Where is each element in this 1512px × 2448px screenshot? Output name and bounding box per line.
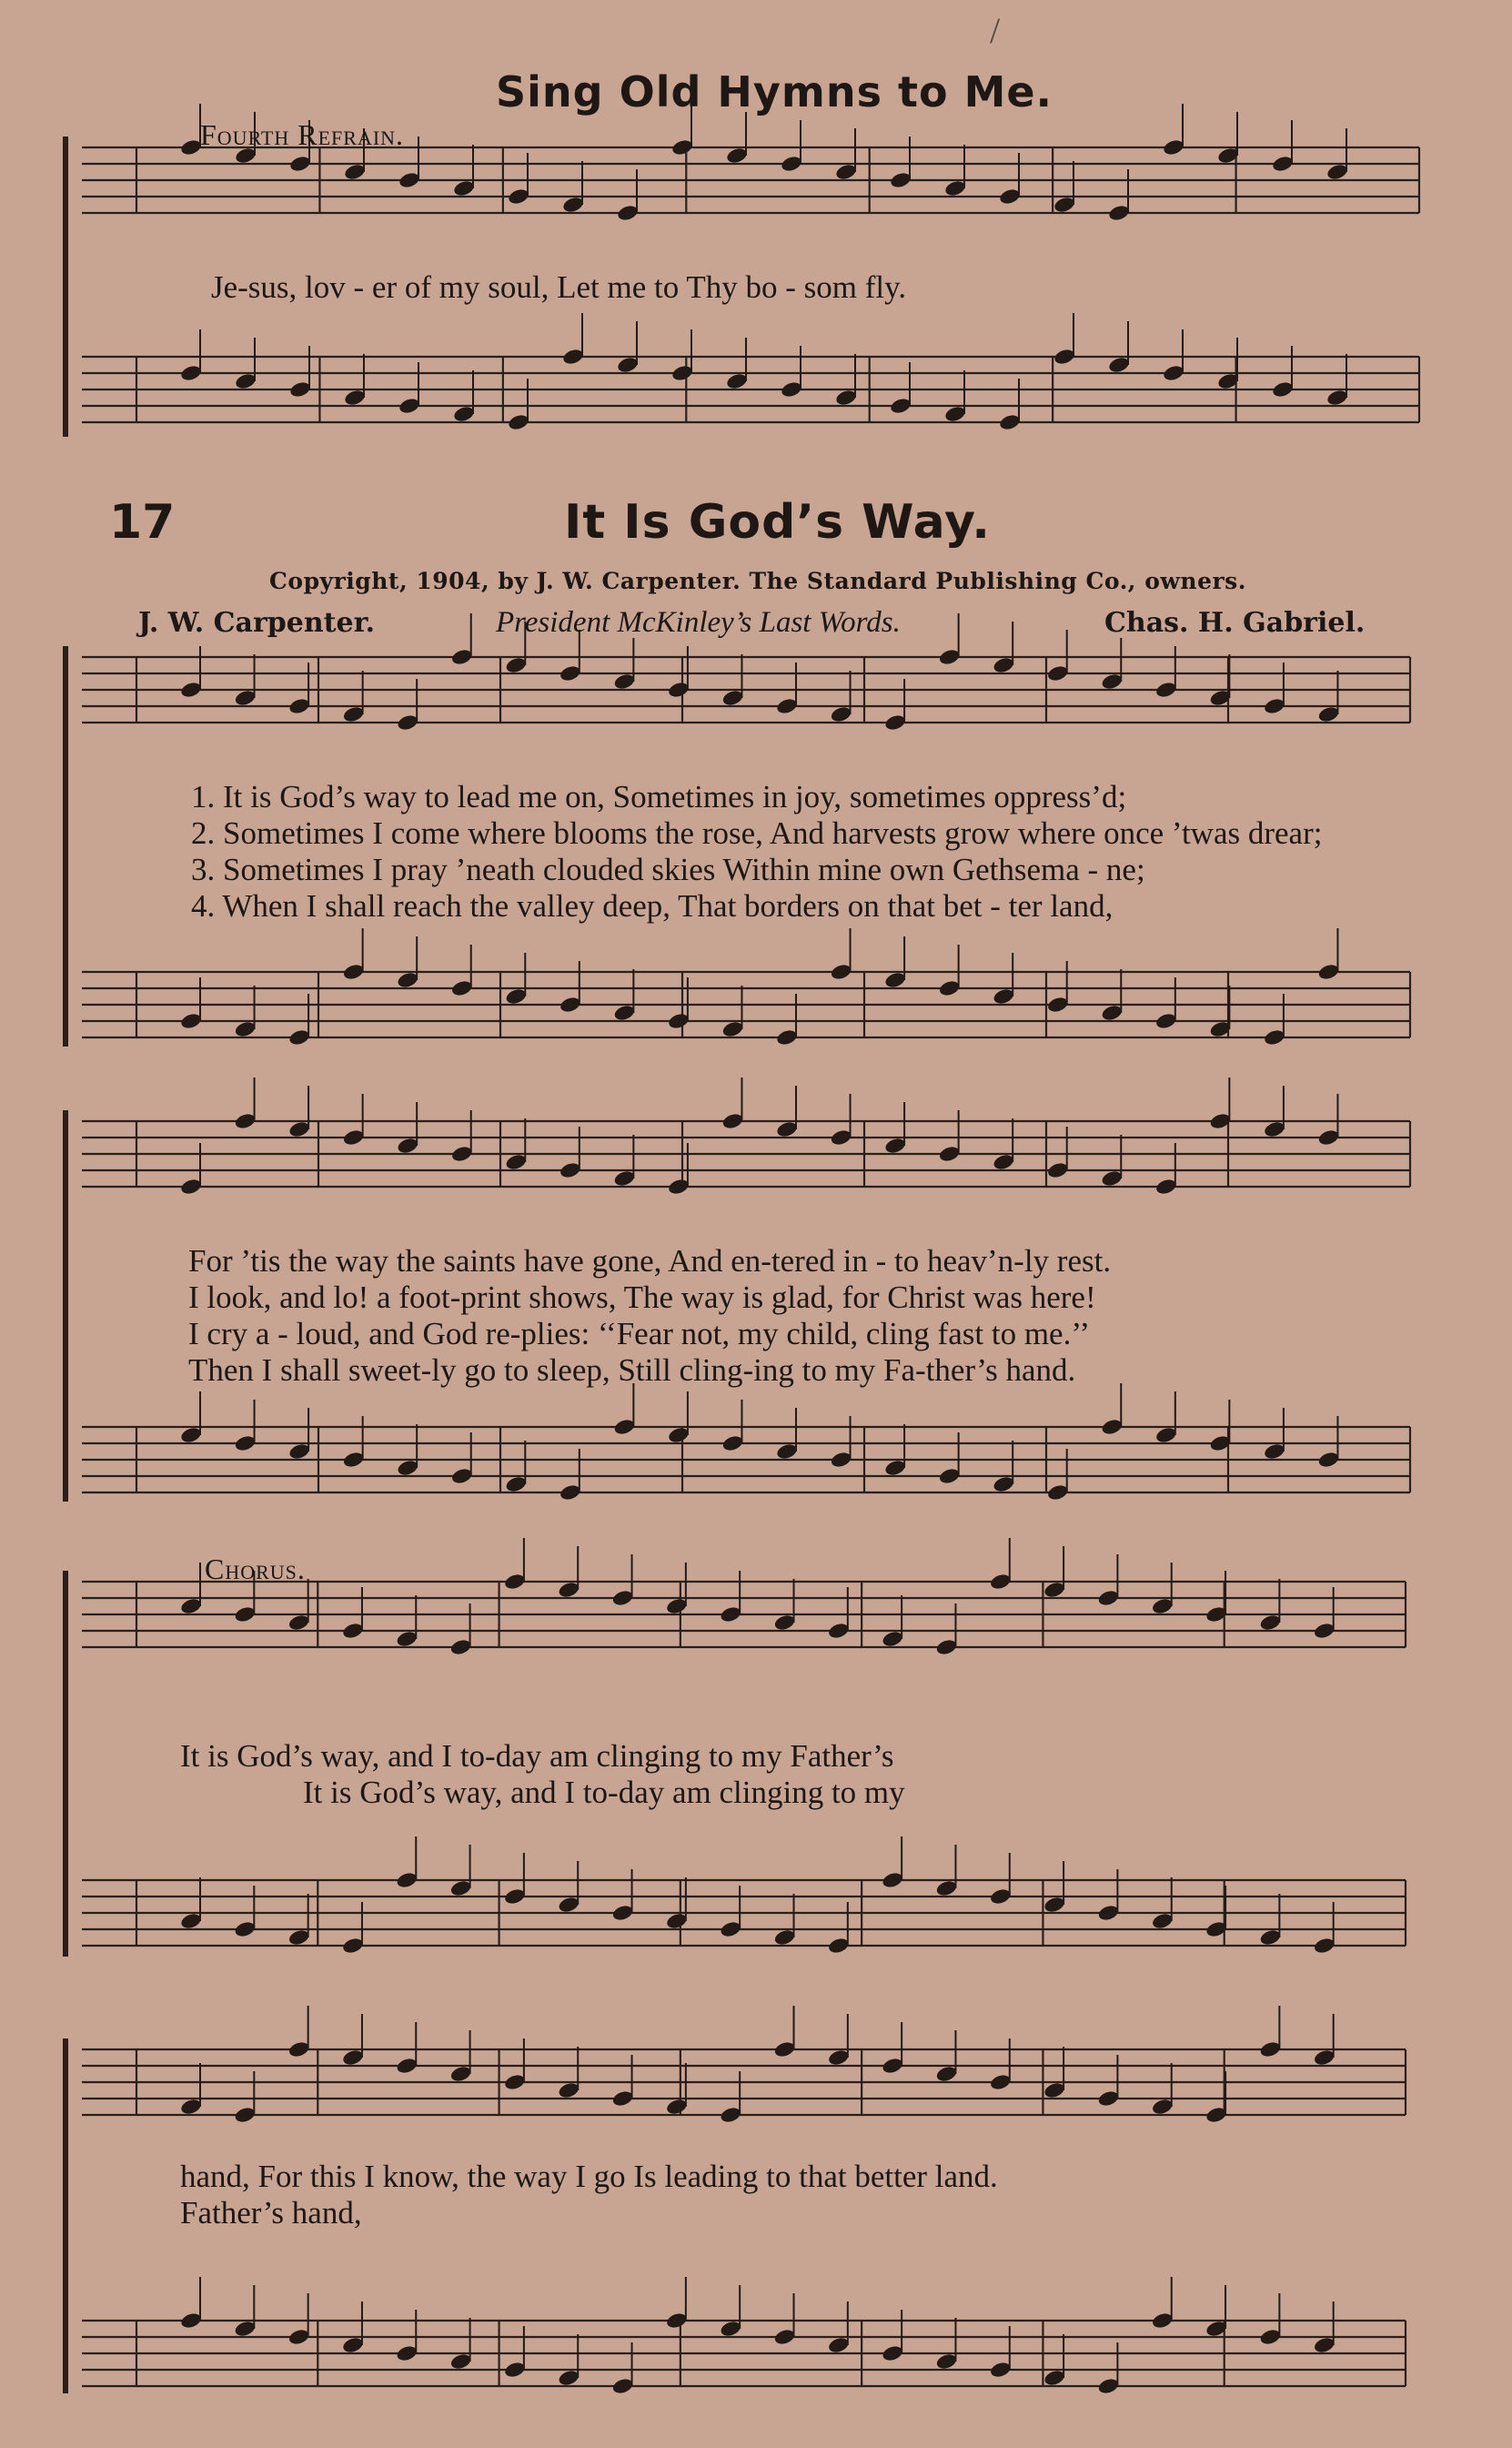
notehead xyxy=(719,2106,741,2125)
notehead xyxy=(396,1871,418,1890)
notehead xyxy=(1097,2089,1120,2109)
notehead xyxy=(287,1028,310,1047)
verse-3-line-1: 3. Sometimes I pray ’neath clouded skies Within mine own Gethsema - ne; xyxy=(191,852,1145,887)
notehead xyxy=(287,1442,310,1462)
notehead xyxy=(613,1169,636,1189)
notehead xyxy=(616,204,639,223)
notehead xyxy=(1263,1120,1285,1139)
chorus-line-1: It is God’s way, and I to-day am clinging to my Father’s xyxy=(180,1738,894,1774)
notehead xyxy=(827,1622,850,1641)
notehead xyxy=(1317,705,1340,724)
notehead xyxy=(287,2040,310,2059)
notehead xyxy=(341,2336,364,2355)
notehead xyxy=(830,1128,852,1148)
notehead xyxy=(1317,1451,1340,1470)
notehead xyxy=(935,2352,958,2372)
notehead xyxy=(287,1120,310,1139)
notehead xyxy=(179,1912,202,1931)
verse-3-line-2: I cry a - loud, and God re-plies: ‘‘Fear not, my child, cling fast to me.’’ xyxy=(188,1316,1091,1351)
notehead xyxy=(1107,356,1130,375)
notehead xyxy=(719,2320,741,2339)
notehead xyxy=(1046,664,1069,683)
notehead xyxy=(998,413,1021,432)
notehead xyxy=(398,397,420,416)
notehead xyxy=(1313,1622,1336,1641)
notehead xyxy=(1107,204,1130,223)
notehead xyxy=(667,1178,690,1197)
notehead xyxy=(452,179,475,198)
notehead xyxy=(1154,1178,1177,1197)
verse-1-line-2: For ’tis the way the saints have gone, And en-tered in - to heav’n-ly rest. xyxy=(188,1243,1112,1279)
notehead xyxy=(830,1451,852,1470)
notehead xyxy=(938,1145,961,1164)
notehead xyxy=(1053,348,1075,367)
verse-2-line-1: 2. Sometimes I come where blooms the rose, And harvests grow where once ’twas drear; xyxy=(191,815,1323,851)
notehead xyxy=(1043,2081,1065,2100)
verse-4-line-1: 4. When I shall reach the valley deep, That borders on that bet - ter land, xyxy=(191,888,1114,924)
notehead xyxy=(1313,2048,1336,2068)
notehead xyxy=(935,1638,958,1657)
notehead xyxy=(179,1178,202,1197)
notehead xyxy=(670,364,693,383)
notehead xyxy=(881,1630,903,1649)
notehead xyxy=(1046,996,1069,1015)
notehead xyxy=(1154,1012,1177,1031)
notehead xyxy=(881,2344,903,2363)
notehead xyxy=(234,689,257,708)
hymn-number: 17 xyxy=(109,495,176,550)
notehead xyxy=(616,356,639,375)
notehead xyxy=(775,1120,798,1139)
notehead xyxy=(665,2311,688,2331)
notehead xyxy=(507,413,529,432)
notehead xyxy=(561,348,584,367)
notehead xyxy=(1313,1937,1336,1956)
notehead xyxy=(1326,389,1348,408)
notehead xyxy=(992,656,1014,675)
notehead xyxy=(234,1434,257,1453)
notehead xyxy=(775,1028,798,1047)
notehead xyxy=(234,2320,257,2339)
notehead xyxy=(288,155,311,174)
notehead xyxy=(396,971,418,990)
hymn-title-sing-old-hymns: Sing Old Hymns to Me. xyxy=(496,67,1053,116)
notehead xyxy=(1101,1418,1124,1437)
notehead xyxy=(179,364,202,383)
final-line-1: hand, For this I know, the way I go Is leading to that better land. xyxy=(180,2159,998,2194)
notehead xyxy=(883,1459,906,1478)
notehead xyxy=(1259,1928,1282,1947)
notehead xyxy=(992,1153,1014,1172)
notehead xyxy=(287,697,310,716)
notehead xyxy=(179,2098,202,2117)
author-credit: J. W. Carpenter. xyxy=(138,607,376,639)
notehead xyxy=(1313,2336,1336,2355)
notehead xyxy=(1097,1904,1120,1923)
notehead xyxy=(557,1581,580,1600)
notehead xyxy=(1154,681,1177,700)
notehead xyxy=(943,179,966,198)
notehead xyxy=(234,1605,257,1624)
verse-1-line-1: 1. It is God’s way to lead me on, Sometimes in joy, sometimes oppress’d; xyxy=(191,779,1127,814)
notehead xyxy=(665,2098,688,2117)
notehead xyxy=(883,971,906,990)
notehead xyxy=(503,1573,526,1592)
notehead xyxy=(889,397,912,416)
notehead xyxy=(775,697,798,716)
notehead xyxy=(665,1912,688,1931)
notehead xyxy=(396,1137,418,1156)
notehead xyxy=(1101,1169,1124,1189)
notehead xyxy=(179,2311,202,2331)
chorus-label: Chorus. xyxy=(205,1553,306,1585)
notehead xyxy=(1151,1912,1174,1931)
verse-2-line-2: I look, and lo! a foot-print shows, The way is glad, for Christ was here! xyxy=(188,1280,1096,1315)
notehead xyxy=(613,1418,636,1437)
notehead xyxy=(1162,364,1184,383)
notehead xyxy=(827,2048,850,2068)
notehead xyxy=(396,713,418,733)
notehead xyxy=(611,1904,634,1923)
notehead xyxy=(1263,1442,1285,1462)
notehead xyxy=(1271,380,1294,400)
notehead xyxy=(505,1153,528,1172)
notehead xyxy=(1046,1483,1069,1502)
notehead xyxy=(883,713,906,733)
notehead xyxy=(179,1012,202,1031)
notehead xyxy=(834,163,857,182)
notehead xyxy=(179,138,202,157)
notehead xyxy=(721,1020,744,1039)
notehead xyxy=(992,1475,1014,1494)
notehead xyxy=(557,1896,580,1915)
notehead xyxy=(396,2057,418,2076)
notehead xyxy=(1317,1128,1340,1148)
notehead xyxy=(234,2106,257,2125)
notehead xyxy=(343,389,366,408)
notehead xyxy=(1326,163,1348,182)
notehead xyxy=(938,979,961,998)
notehead xyxy=(1043,1896,1065,1915)
notehead xyxy=(611,2377,634,2396)
notehead xyxy=(992,987,1014,1007)
notehead xyxy=(719,1920,741,1939)
notehead xyxy=(1043,1581,1065,1600)
notehead xyxy=(1259,2040,1282,2059)
notehead xyxy=(179,681,202,700)
notehead xyxy=(773,1928,796,1947)
notehead xyxy=(667,1012,690,1031)
composer-credit: Chas. H. Gabriel. xyxy=(1104,607,1366,639)
notehead xyxy=(1151,1597,1174,1616)
notehead xyxy=(450,979,473,998)
notehead xyxy=(179,1597,202,1616)
notehead xyxy=(449,2352,472,2372)
notehead xyxy=(398,171,420,190)
notehead xyxy=(830,705,852,724)
notehead xyxy=(938,1467,961,1486)
notehead xyxy=(1263,1028,1285,1047)
notehead xyxy=(503,2073,526,2092)
notehead xyxy=(287,2328,310,2347)
notehead xyxy=(1259,1613,1282,1633)
notehead xyxy=(1046,1161,1069,1180)
notehead xyxy=(943,405,966,424)
final-line-2: Father’s hand, xyxy=(180,2195,362,2231)
notehead xyxy=(1097,2377,1120,2396)
notehead xyxy=(989,1573,1012,1592)
notehead xyxy=(179,1426,202,1445)
notehead xyxy=(1259,2328,1282,2347)
notehead xyxy=(450,1467,473,1486)
notehead xyxy=(396,2344,418,2363)
notehead xyxy=(561,196,584,215)
notehead xyxy=(342,963,365,982)
notehead xyxy=(719,1605,741,1624)
notehead xyxy=(287,1613,310,1633)
notehead xyxy=(989,1887,1012,1907)
notehead xyxy=(725,372,748,391)
notehead xyxy=(1097,1589,1120,1608)
notehead xyxy=(1151,2098,1174,2117)
notehead xyxy=(288,380,311,400)
notehead xyxy=(827,1937,850,1956)
notehead xyxy=(881,1871,903,1890)
notehead xyxy=(505,1475,528,1494)
notehead xyxy=(889,171,912,190)
section-label-fourth-refrain: Fourth Refrain. xyxy=(200,118,405,151)
notehead xyxy=(450,1145,473,1164)
notehead xyxy=(613,673,636,692)
notehead xyxy=(670,138,693,157)
notehead xyxy=(341,1937,364,1956)
notehead xyxy=(557,2369,580,2388)
notehead xyxy=(503,2361,526,2380)
notehead xyxy=(827,2336,850,2355)
notehead xyxy=(881,2057,903,2076)
lyric-line: Je-sus, lov - er of my soul, Let me to Thy bo - som fly. xyxy=(211,269,907,305)
notehead xyxy=(667,1426,690,1445)
notehead xyxy=(989,2073,1012,2092)
notehead xyxy=(1317,963,1340,982)
notehead xyxy=(507,187,529,207)
notehead xyxy=(1043,2369,1065,2388)
notehead xyxy=(342,1451,365,1470)
notehead xyxy=(780,380,802,400)
notehead xyxy=(559,664,581,683)
notehead xyxy=(557,2081,580,2100)
notehead xyxy=(234,1920,257,1939)
notehead xyxy=(559,1161,581,1180)
notehead xyxy=(396,1630,418,1649)
notehead xyxy=(773,2328,796,2347)
notehead xyxy=(449,2065,472,2084)
notehead xyxy=(938,648,961,667)
notehead xyxy=(341,1622,364,1641)
notehead xyxy=(1053,196,1075,215)
notehead xyxy=(613,1004,636,1023)
notehead xyxy=(1101,1004,1124,1023)
notehead xyxy=(1263,697,1285,716)
notehead xyxy=(725,147,748,166)
copyright-line: Copyright, 1904, by J. W. Carpenter. The Standard Publishing Co., owners. xyxy=(269,568,1246,594)
page-mark: / xyxy=(990,10,1001,51)
notehead xyxy=(234,1020,257,1039)
notehead xyxy=(989,2361,1012,2380)
notehead xyxy=(503,1887,526,1907)
notehead xyxy=(611,2089,634,2109)
chorus-line-2: It is God’s way, and I to-day am clinging to my xyxy=(303,1775,905,1810)
notehead xyxy=(773,1613,796,1633)
notehead xyxy=(665,1597,688,1616)
notehead xyxy=(773,2040,796,2059)
hymn-subtitle: President McKinley’s Last Words. xyxy=(496,606,901,639)
notehead xyxy=(559,1483,581,1502)
notehead xyxy=(341,2048,364,2068)
notehead xyxy=(834,389,857,408)
notehead xyxy=(1271,155,1294,174)
verse-4-line-2: Then I shall sweet-ly go to sleep, Still cling-ing to my Fa-ther’s hand. xyxy=(188,1352,1076,1388)
notehead xyxy=(775,1442,798,1462)
notehead xyxy=(1162,138,1184,157)
notehead xyxy=(342,1128,365,1148)
notehead xyxy=(287,1928,310,1947)
notehead xyxy=(343,163,366,182)
notehead xyxy=(935,2065,958,2084)
notehead xyxy=(450,648,473,667)
notehead xyxy=(721,1112,744,1131)
notehead xyxy=(452,405,475,424)
notehead xyxy=(342,705,365,724)
notehead xyxy=(667,681,690,700)
notehead xyxy=(449,1638,472,1657)
notehead xyxy=(780,155,802,174)
hymn-title-it-is-gods-way: It Is God’s Way. xyxy=(564,495,992,550)
notehead xyxy=(998,187,1021,207)
notehead xyxy=(721,689,744,708)
notehead xyxy=(396,1459,418,1478)
notehead xyxy=(559,996,581,1015)
notehead xyxy=(1101,673,1124,692)
notehead xyxy=(1151,2311,1174,2331)
notehead xyxy=(449,1879,472,1898)
notehead xyxy=(505,987,528,1007)
notehead xyxy=(721,1434,744,1453)
notehead xyxy=(505,656,528,675)
notehead xyxy=(935,1879,958,1898)
notehead xyxy=(234,1112,257,1131)
notehead xyxy=(830,963,852,982)
notehead xyxy=(1154,1426,1177,1445)
notehead xyxy=(883,1137,906,1156)
notehead xyxy=(234,372,257,391)
notehead xyxy=(611,1589,634,1608)
